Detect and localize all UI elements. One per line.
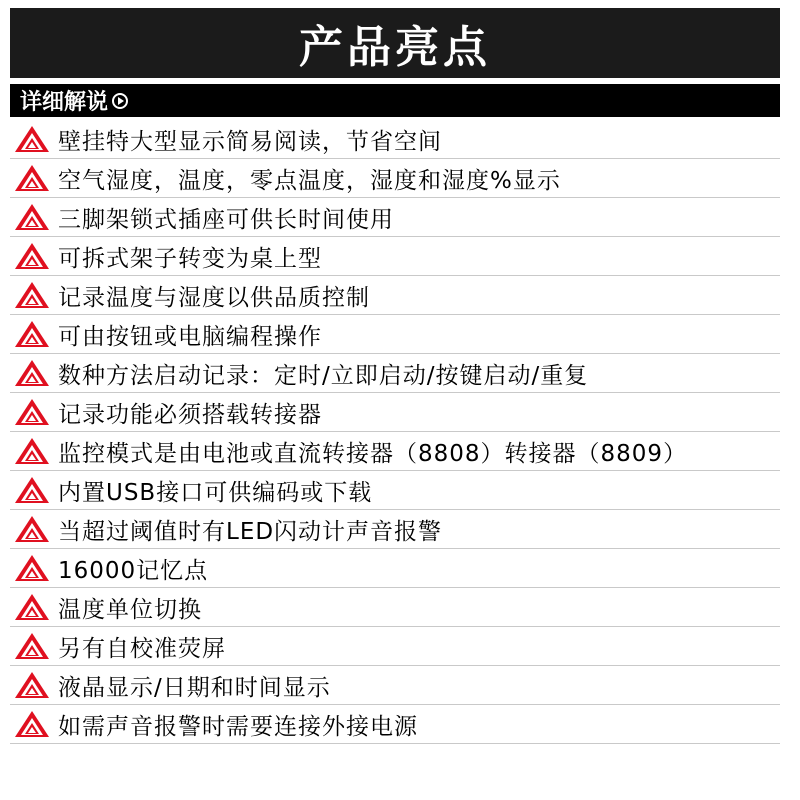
- warning-triangle-icon: [14, 320, 50, 348]
- warning-triangle-icon: [14, 554, 50, 582]
- feature-text: 空气湿度，温度，零点温度，湿度和湿度%显示: [58, 167, 561, 194]
- warning-triangle-icon: [14, 437, 50, 465]
- warning-triangle-icon: [14, 671, 50, 699]
- feature-text: 另有自校准荧屏: [58, 635, 226, 662]
- feature-text: 16000记忆点: [58, 557, 209, 584]
- list-item: [10, 237, 780, 276]
- list-item: [10, 549, 780, 588]
- list-item: [10, 627, 780, 666]
- list-item: [10, 393, 780, 432]
- warning-triangle-icon: [14, 632, 50, 660]
- list-item: [10, 315, 780, 354]
- feature-text: 如需声音报警时需要连接外接电源: [58, 713, 418, 740]
- warning-triangle-icon: [14, 164, 50, 192]
- list-item: [10, 705, 780, 744]
- list-item: [10, 588, 780, 627]
- list-item: [10, 198, 780, 237]
- feature-text: 记录温度与湿度以供品质控制: [58, 284, 370, 311]
- feature-text: 监控模式是由电池或直流转接器（8808）转接器（8809）: [58, 440, 688, 467]
- list-item: [10, 120, 780, 159]
- warning-triangle-icon: [14, 398, 50, 426]
- play-arrow-icon: [112, 93, 128, 109]
- feature-text: 温度单位切换: [58, 596, 202, 623]
- section-label: 详细解说: [20, 90, 109, 115]
- feature-text: 可由按钮或电脑编程操作: [58, 323, 322, 350]
- list-item: [10, 432, 780, 471]
- list-item: [10, 276, 780, 315]
- warning-triangle-icon: [14, 281, 50, 309]
- warning-triangle-icon: [14, 710, 50, 738]
- warning-triangle-icon: [14, 242, 50, 270]
- title-banner: [10, 8, 780, 78]
- warning-triangle-icon: [14, 125, 50, 153]
- list-item: [10, 510, 780, 549]
- list-item: [10, 354, 780, 393]
- feature-text: 可拆式架子转变为桌上型: [58, 245, 322, 272]
- warning-triangle-icon: [14, 203, 50, 231]
- feature-list: [10, 120, 780, 744]
- warning-triangle-icon: [14, 359, 50, 387]
- feature-text: 记录功能必须搭载转接器: [58, 401, 322, 428]
- list-item: [10, 666, 780, 705]
- feature-text: 内置USB接口可供编码或下载: [58, 479, 373, 506]
- feature-text: 壁挂特大型显示简易阅读，节省空间: [58, 128, 442, 155]
- page-title: 产品亮点: [299, 22, 491, 73]
- section-header: [10, 84, 780, 117]
- feature-text: 液晶显示/日期和时间显示: [58, 674, 331, 701]
- warning-triangle-icon: [14, 593, 50, 621]
- feature-text: 当超过阈值时有LED闪动计声音报警: [58, 518, 443, 545]
- list-item: [10, 471, 780, 510]
- warning-triangle-icon: [14, 476, 50, 504]
- feature-text: 三脚架锁式插座可供长时间使用: [58, 206, 394, 233]
- feature-text: 数种方法启动记录：定时/立即启动/按键启动/重复: [58, 362, 589, 389]
- list-item: [10, 159, 780, 198]
- warning-triangle-icon: [14, 515, 50, 543]
